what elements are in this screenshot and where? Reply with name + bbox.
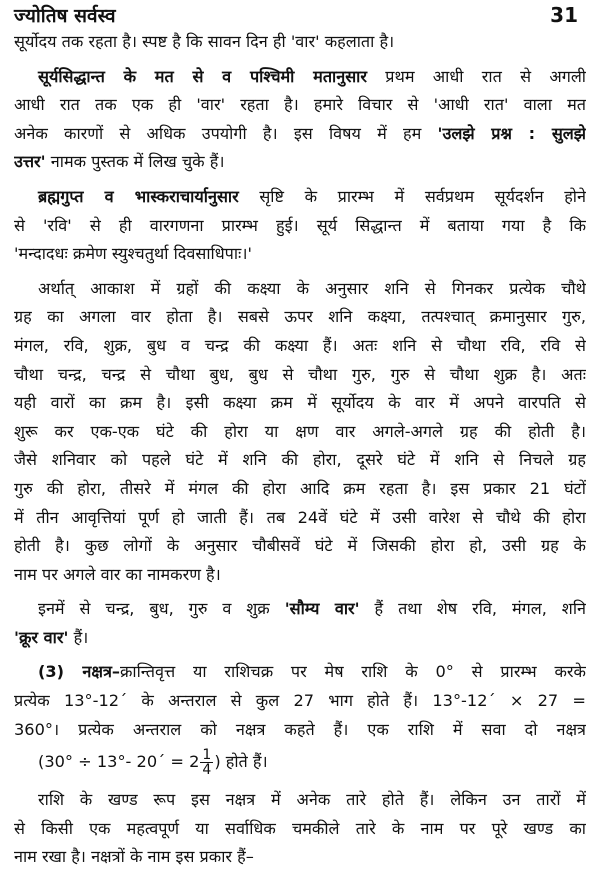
text-line: शुरू कर एक-एक घंटे की होरा या क्षण वार अगले-अगले ग्रह की होती है। bbox=[14, 421, 586, 441]
bold-phrase: ब्रह्मगुप्त व भास्कराचार्यानुसार bbox=[38, 186, 239, 206]
fraction-denominator: 4 bbox=[202, 762, 212, 779]
text-span: अनेक कारणों से अधिक उपयोगी है। इस विषय में हम bbox=[14, 123, 438, 143]
paragraph-6 bbox=[14, 658, 586, 780]
paragraph-5 bbox=[14, 595, 586, 652]
paragraph-4 bbox=[14, 275, 586, 590]
text-line: चौथा चन्द्र, चन्द्र से चौथा बुध, बुध से चौथा गुरु, गुरु से चौथा शुक्र है। अतः bbox=[14, 364, 586, 384]
text-line: जैसे शनिवार को पहले घंटे में शनि की होरा, दूसरे घंटे में शनि से निचले ग्रह bbox=[14, 450, 586, 470]
equation-text: (30° ÷ 13°- 20´ = 2 bbox=[38, 752, 200, 772]
page-header bbox=[14, 2, 586, 28]
text-span: हैं तथा शेष रवि, मंगल, शनि bbox=[359, 599, 586, 619]
text-line bbox=[14, 63, 586, 92]
text-line: आधी रात तक एक ही 'वार' रहता है। हमारे विचार से 'आधी रात' वाला मत bbox=[14, 95, 586, 115]
text-span: हैं। bbox=[68, 627, 89, 647]
equation-line bbox=[14, 744, 586, 780]
text-line bbox=[14, 120, 586, 149]
text-line: ग्रह का अगला वार होता है। सबसे ऊपर शनि कक्ष्या, तत्पश्चात् क्रमानुसार गुरु, bbox=[14, 307, 586, 327]
text-line: में तीन आवृत्तियां पूर्ण हो जाती हैं। तब 24वें घंटे में उसी वारेश से चौथे की होरा bbox=[14, 507, 586, 527]
paragraph-3 bbox=[14, 183, 586, 269]
text-line: नाम पर अगले वार का नामकरण है। bbox=[14, 564, 221, 584]
book-title-phrase: 'उलझे प्रश्न : सुलझे bbox=[437, 123, 586, 143]
text-line bbox=[14, 595, 586, 624]
text-line: नाम रखा है। नक्षत्रों के नाम इस प्रकार हैं– bbox=[14, 847, 254, 867]
fraction-one-quarter bbox=[200, 748, 213, 777]
text-span: प्रथम आधी रात से अगली bbox=[367, 66, 586, 86]
text-span: क्रान्तिवृत्त या राशिचक्र पर मेष राशि के 0° से प्रारम्भ करके bbox=[119, 662, 586, 682]
paragraph-1 bbox=[14, 28, 586, 57]
equation-text: ) होते हैं। bbox=[214, 752, 268, 772]
text-line: 360°। प्रत्येक अन्तराल को नक्षत्र कहते हैं। एक राशि में सवा दो नक्षत्र bbox=[14, 719, 586, 739]
text-line bbox=[14, 183, 586, 212]
krur-var-term: 'क्रूर वार' bbox=[14, 627, 69, 647]
text-line: प्रत्येक 13°-12´ के अन्तराल से कुल 27 भाग होते हैं। 13°-12´ × 27 = bbox=[14, 691, 586, 711]
text-line bbox=[14, 658, 586, 687]
saumya-var-term: 'सौम्य वार' bbox=[284, 599, 360, 619]
text-line: राशि के खण्ड रूप इस नक्षत्र में अनेक तारे होते हैं। लेकिन उन तारों में bbox=[38, 790, 586, 810]
bold-phrase: सूर्यसिद्धान्त के मत से व पश्चिमी मतानुसार bbox=[38, 66, 367, 86]
page-number: 31 bbox=[550, 3, 578, 27]
text-line bbox=[14, 148, 586, 177]
fraction-numerator: 1 bbox=[202, 747, 212, 764]
text-line: होती है। कुछ लोगों के अनुसार चौबीसवें घंटे में जिसकी होरा हो, उसी ग्रह के bbox=[14, 536, 586, 556]
section-heading-nakshatra: (3) नक्षत्र– bbox=[38, 662, 120, 682]
text-span: इनमें से चन्द्र, बुध, गुरु व शुक्र bbox=[38, 599, 285, 619]
book-title-phrase-end: उत्तर' bbox=[14, 152, 46, 172]
text-line: से किसी एक महत्वपूर्ण या सर्वाधिक चमकीले तारे के नाम पर पूरे खण्ड का bbox=[14, 818, 586, 838]
text-span: नामक पुस्तक में लिख चुके हैं। bbox=[45, 152, 225, 172]
text-line: मंगल, रवि, शुक्र, बुध व चन्द्र की कक्ष्या हैं। अतः शनि से चौथा रवि, रवि से bbox=[14, 335, 586, 355]
text-span: सृष्टि के प्रारम्भ में सर्वप्रथम सूर्यदर्शन होने bbox=[238, 186, 586, 206]
paragraph-7 bbox=[14, 786, 586, 872]
text-line: गुरु की होरा, तीसरे में मंगल की होरा आदि क्रम रहता है। इस प्रकार 21 घंटों bbox=[14, 478, 586, 498]
text-line: सूर्योदय तक रहता है। स्पष्ट है कि सावन दिन ही 'वार' कहलाता है। bbox=[14, 32, 395, 51]
text-line bbox=[14, 624, 586, 653]
running-title: ज्योतिष सर्वस्व bbox=[14, 5, 116, 27]
text-line: यही वारों का क्रम है। इसी कक्ष्या क्रम में सूर्योदय के वार में अपने वारपति से bbox=[14, 393, 586, 413]
quoted-verse: 'मन्दादधः क्रमेण स्युश्चतुर्था दिवसाधिपाः।' bbox=[14, 244, 252, 264]
paragraph-2 bbox=[14, 63, 586, 177]
text-line: से 'रवि' से ही वारगणना प्रारम्भ हुई। सूर्य सिद्धान्त में बताया गया है कि bbox=[14, 215, 586, 235]
text-line: अर्थात् आकाश में ग्रहों की कक्ष्या के अनुसार शनि से गिनकर प्रत्येक चौथे bbox=[38, 278, 586, 298]
